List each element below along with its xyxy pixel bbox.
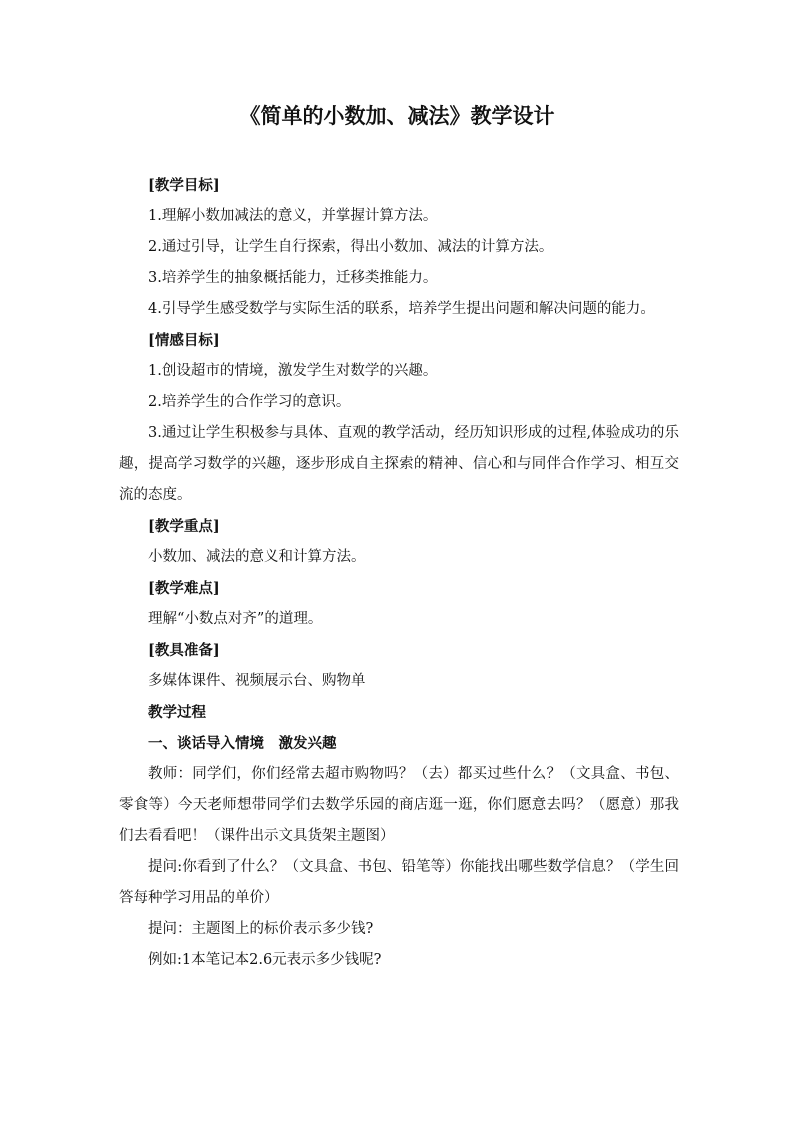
paragraph: 4.引导学生感受数学与实际生活的联系，培养学生提出问题和解决问题的能力。 xyxy=(148,301,655,317)
section-heading: 教学过程 xyxy=(148,704,206,721)
paragraph: 2.培养学生的合作学习的意识。 xyxy=(148,394,351,410)
paragraph: 理解“小数点对齐”的道理。 xyxy=(148,611,323,627)
document-title: 《简单的小数加、减法》教学设计 xyxy=(239,103,555,128)
section-heading: [教学目标] xyxy=(148,177,220,194)
section-heading: [教学重点] xyxy=(148,518,220,535)
paragraph: 提问：主题图上的标价表示多少钱? xyxy=(148,921,374,937)
paragraph: 提问:你看到了什么？（文具盒、书包、铅笔等）你能找出哪些数学信息？（学生回答每种学习用品的单价） xyxy=(119,859,679,906)
paragraph: 1.创设超市的情境，激发学生对数学的兴趣。 xyxy=(148,363,438,379)
section-heading: [教具准备] xyxy=(148,642,220,659)
paragraph: 1.理解小数加减法的意义，并掌握计算方法。 xyxy=(148,208,438,224)
section-heading: 一、谈话导入情境 激发兴趣 xyxy=(148,735,337,752)
section-heading: [情感目标] xyxy=(148,332,220,349)
paragraph: 2.通过引导，让学生自行探索，得出小数加、减法的计算方法。 xyxy=(148,239,554,255)
paragraph: 3.培养学生的抽象概括能力，迁移类推能力。 xyxy=(148,270,438,286)
section-heading: [教学难点] xyxy=(148,580,220,597)
paragraph: 小数加、减法的意义和计算方法。 xyxy=(148,549,366,565)
paragraph: 3.通过让学生积极参与具体、直观的教学活动，经历知识形成的过程,体验成功的乐趣，提高学习数学的兴趣，逐步形成自主探索的精神、信心和与同伴合作学习、相互交流的态度。 xyxy=(119,425,679,503)
document-body xyxy=(119,170,679,976)
paragraph: 多媒体课件、视频展示台、购物单 xyxy=(148,673,366,689)
paragraph: 教师：同学们，你们经常去超市购物吗？（去）都买过些什么？（文具盒、书包、零食等）今天老师想带同学们去数学乐园的商店逛一逛，你们愿意去吗？（愿意）那我们去看看吧！（课件出示文具货架主题图） xyxy=(119,766,679,844)
paragraph: 例如:1本笔记本2.6元表示多少钱呢? xyxy=(148,952,382,968)
